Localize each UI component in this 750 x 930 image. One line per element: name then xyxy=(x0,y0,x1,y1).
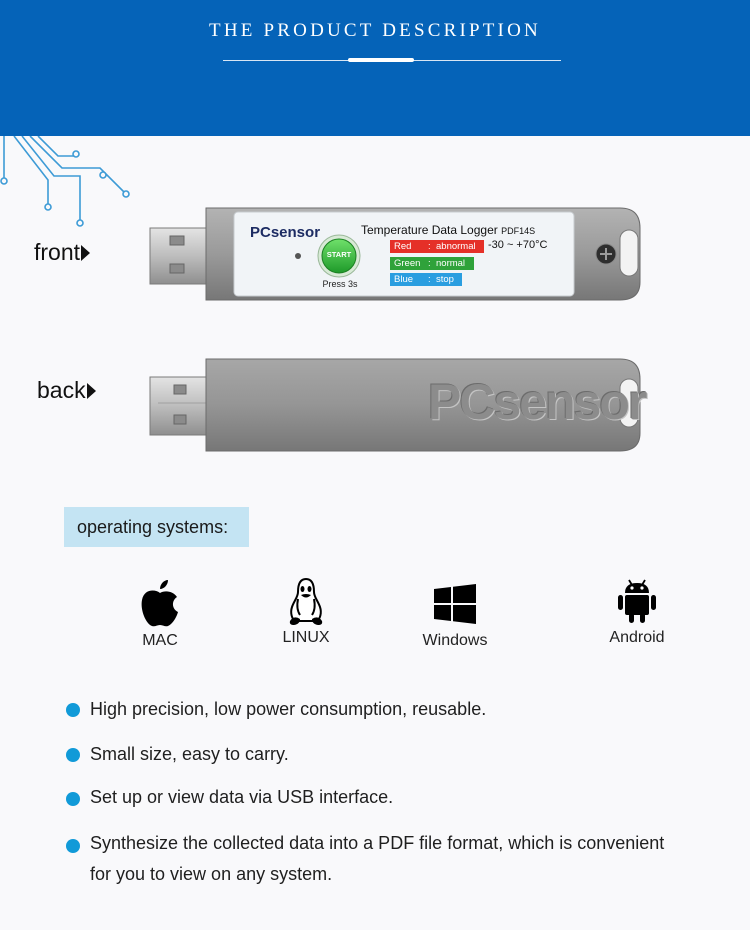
bullet-dot-icon xyxy=(66,748,80,762)
os-windows xyxy=(415,584,495,650)
legend-blue: Blue : stop xyxy=(390,273,462,286)
bullet-dot-icon xyxy=(66,792,80,806)
front-label xyxy=(34,239,90,266)
feature-item xyxy=(64,694,704,725)
device-title-text: Temperature Data Logger xyxy=(361,223,498,237)
legend-green: Green : normal xyxy=(390,257,474,270)
press-hint: Press 3s xyxy=(322,279,358,289)
bullet-dot-icon xyxy=(66,703,80,717)
legend-blue-color: Blue xyxy=(394,274,414,285)
legend-red: Red : abnormal xyxy=(390,240,484,253)
os-android xyxy=(597,577,677,647)
os-mac xyxy=(120,576,200,650)
arrow-right-icon xyxy=(87,383,96,399)
device-back xyxy=(148,357,646,453)
windows-icon xyxy=(434,584,476,626)
arrow-right-icon xyxy=(81,245,90,261)
feature-text: Small size, easy to carry. xyxy=(90,744,289,764)
os-linux xyxy=(266,577,346,647)
linux-icon xyxy=(286,577,326,627)
os-android-label: Android xyxy=(609,629,665,646)
back-label-text: back xyxy=(37,377,86,403)
title-underline-accent xyxy=(348,58,414,62)
page-title: THE PRODUCT DESCRIPTION xyxy=(209,20,541,41)
os-mac-label: MAC xyxy=(142,632,178,649)
feature-item xyxy=(64,828,674,890)
circuit-decoration-icon xyxy=(0,136,140,236)
feature-text: Set up or view data via USB interface. xyxy=(90,787,394,807)
android-icon xyxy=(616,577,658,625)
device-title xyxy=(361,223,535,237)
legend-green-meaning: normal xyxy=(436,258,466,269)
device-brand-logo: PCsensor xyxy=(250,224,321,241)
device-front-shape xyxy=(148,206,643,302)
back-label xyxy=(37,377,96,404)
feature-item xyxy=(64,739,704,770)
os-windows-label: Windows xyxy=(422,632,488,649)
header-banner xyxy=(0,0,750,136)
device-front xyxy=(148,206,643,302)
legend-green-color: Green xyxy=(394,258,421,269)
legend-red-meaning: abnormal xyxy=(436,241,476,252)
temperature-range: -30 ~ +70°C xyxy=(488,239,548,251)
start-button-label: START xyxy=(326,250,352,259)
bullet-dot-icon xyxy=(66,839,80,853)
feature-text: High precision, low power consumption, reusable. xyxy=(90,699,487,719)
os-section-label: operating systems: xyxy=(64,507,249,547)
device-back-logo: PCsensor xyxy=(428,374,646,430)
front-label-text: front xyxy=(34,239,81,265)
device-model: PDF14S xyxy=(501,226,536,236)
legend-blue-meaning: stop xyxy=(436,274,454,285)
apple-icon xyxy=(138,576,182,630)
feature-text: Synthesize the collected data into a PDF file format, which is convenient for you to view on any system. xyxy=(90,833,665,884)
feature-item xyxy=(64,782,704,813)
legend-red-color: Red xyxy=(394,241,412,252)
os-linux-label: LINUX xyxy=(282,629,330,646)
